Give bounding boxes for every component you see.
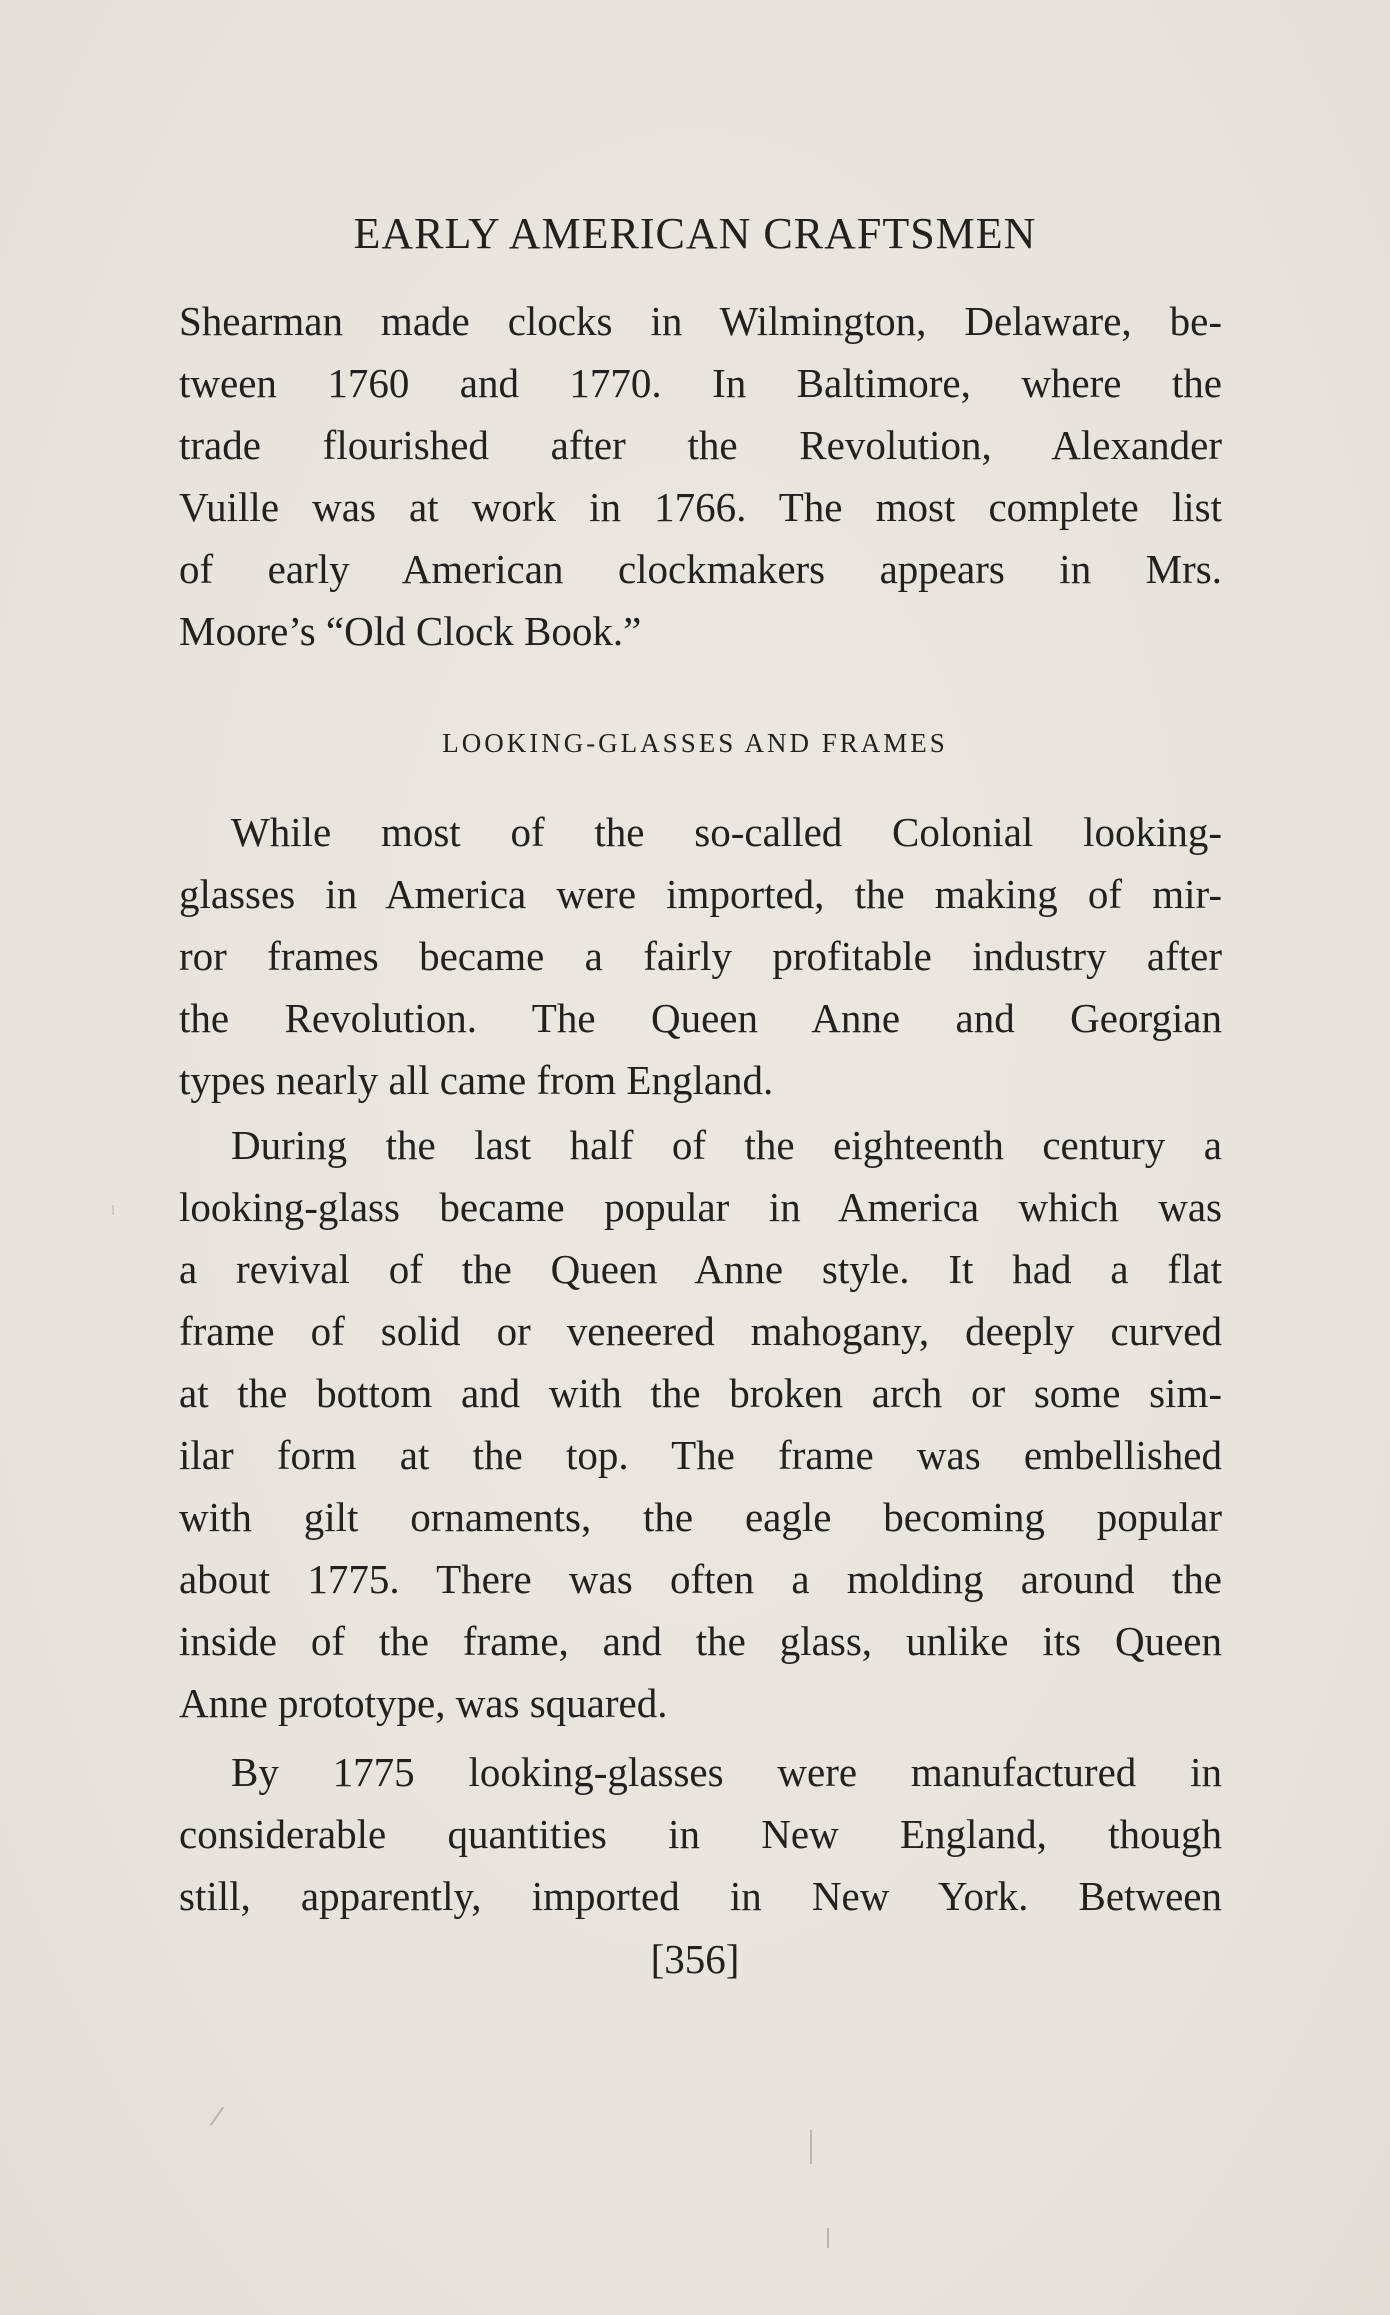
- text-line: While most of the so-called Colonial looking-: [231, 809, 1222, 855]
- text-line: ror frames became a fairly profitable industry after: [179, 933, 1222, 979]
- text-line: still, apparently, imported in New York. Between: [179, 1873, 1222, 1919]
- text-line: with gilt ornaments, the eagle becoming popular: [179, 1494, 1222, 1540]
- text-line: tween 1760 and 1770. In Baltimore, where the: [179, 360, 1222, 406]
- running-head: EARLY AMERICAN CRAFTSMEN: [353, 209, 1037, 258]
- text-line: Vuille was at work in 1766. The most complete list: [179, 484, 1222, 530]
- paragraph-clockmakers: [179, 290, 1222, 662]
- paragraph-imported-glasses: [179, 801, 1222, 1111]
- page-number: [356]: [650, 1936, 740, 1982]
- text-line: types nearly all came from England.: [179, 1057, 774, 1103]
- text-line: the Revolution. The Queen Anne and Georgian: [179, 995, 1222, 1041]
- text-line: By 1775 looking-glasses were manufactured in: [231, 1749, 1222, 1795]
- paper-mark: [827, 2228, 829, 2248]
- text-line: frame of solid or veneered mahogany, deeply curved: [179, 1308, 1222, 1354]
- text-line: about 1775. There was often a molding around the: [179, 1556, 1222, 1602]
- paper-mark: [112, 1205, 114, 1215]
- text-line: glasses in America were imported, the making of mir-: [179, 871, 1222, 917]
- text-line: Anne prototype, was squared.: [179, 1680, 668, 1726]
- text-line: Shearman made clocks in Wilmington, Delaware, be-: [179, 298, 1222, 344]
- section-heading: LOOKING-GLASSES AND FRAMES: [442, 728, 948, 758]
- text-line: considerable quantities in New England, though: [179, 1811, 1222, 1857]
- text-line: Moore’s “Old Clock Book.”: [179, 608, 642, 654]
- paper-mark: [210, 2107, 224, 2126]
- text-line: During the last half of the eighteenth century a: [231, 1122, 1222, 1168]
- text-line: inside of the frame, and the glass, unlike its Queen: [179, 1618, 1222, 1664]
- text-line: at the bottom and with the broken arch or some sim-: [179, 1370, 1222, 1416]
- text-line: looking-glass became popular in America which was: [179, 1184, 1222, 1230]
- paper-mark: [810, 2130, 812, 2164]
- text-line: a revival of the Queen Anne style. It had a flat: [179, 1246, 1222, 1292]
- text-line: trade flourished after the Revolution, Alexander: [179, 422, 1222, 468]
- text-line: of early American clockmakers appears in Mrs.: [179, 546, 1222, 592]
- paragraph-queen-anne-revival: [179, 1114, 1222, 1734]
- paragraph-new-england-manufacture: [179, 1741, 1222, 1927]
- text-line: ilar form at the top. The frame was embellished: [179, 1432, 1222, 1478]
